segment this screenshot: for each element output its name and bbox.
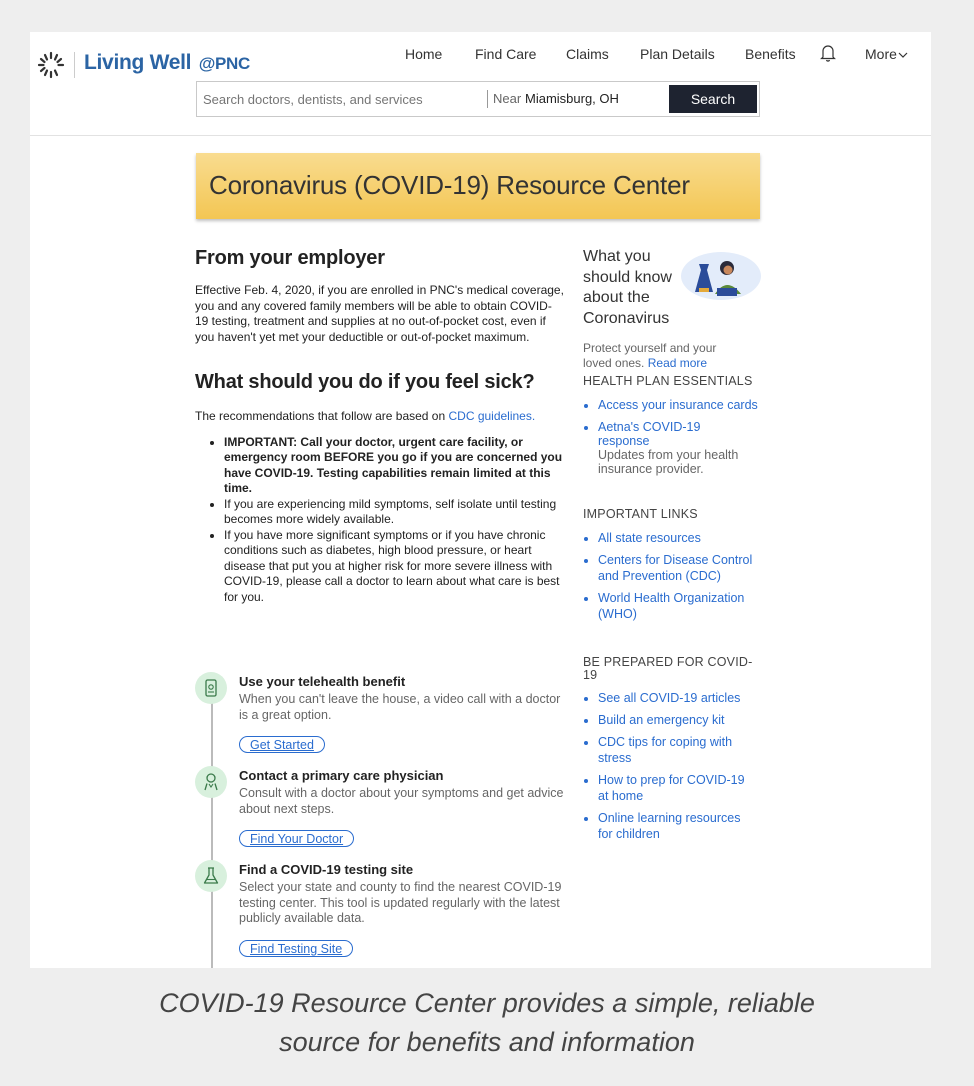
list-item (598, 552, 768, 584)
doctor-icon (195, 766, 227, 798)
page-title: Coronavirus (COVID-19) Resource Center (209, 170, 690, 200)
near-label: Near (493, 91, 522, 106)
sick-heading: What should you do if you feel sick? (195, 371, 535, 393)
read-more-link[interactable]: Read more (647, 356, 708, 370)
nav-more-label: More (865, 46, 897, 62)
important-links-list (583, 530, 768, 622)
list-item (598, 712, 748, 728)
know-heading: What you should know about the Coronavirus (583, 248, 672, 327)
page-frame (30, 32, 931, 968)
list-item (598, 590, 768, 622)
main-nav (30, 46, 931, 66)
aetna-note: Updates from your health insurance provider. (598, 448, 739, 476)
resource-center-banner (196, 153, 760, 219)
step-circle (195, 672, 227, 704)
flask-icon (195, 860, 227, 892)
know-card (583, 247, 768, 370)
step-circle (195, 860, 227, 892)
list-item (598, 810, 748, 842)
list-item (598, 419, 768, 476)
cdc-link[interactable]: Centers for Disease Control and Prevention (CDC) (598, 553, 753, 583)
chevron-down-icon (898, 52, 908, 59)
main-content (195, 247, 565, 605)
bell-icon[interactable] (820, 44, 836, 62)
step-desc: When you can't leave the house, a video call with a doctor is a great option. (239, 692, 561, 722)
state-resources-link[interactable]: All state resources (598, 531, 701, 545)
step-circle (195, 766, 227, 798)
find-testing-site-button[interactable]: Find Testing Site (239, 940, 353, 957)
recommend-intro: The recommendations that follow are based on (195, 409, 449, 423)
links-heading: IMPORTANT LINKS (583, 507, 698, 521)
list-item (598, 772, 748, 804)
nav-find-care[interactable]: Find Care (475, 46, 537, 62)
logo-text: Living Well (84, 51, 192, 74)
employer-text: Effective Feb. 4, 2020, if you are enrolled in PNC's medical coverage, you and any covered family members will be able to obtain COVID-19 testing, treatment and supplies at no out-of-pocket cost, even if you haven't yet met your deductible or out-of-pocket maximum. (195, 283, 564, 344)
search-button[interactable]: Search (669, 85, 757, 113)
caption-line: source for benefits and information (279, 1027, 695, 1057)
location-field[interactable]: Miamisburg, OH (525, 91, 619, 106)
who-link[interactable]: World Health Organization (WHO) (598, 591, 745, 621)
prep-at-home-link[interactable]: How to prep for COVID-19 at home (598, 773, 745, 803)
phone-icon (195, 672, 227, 704)
prepared-heading: BE PREPARED FOR COVID-19 (583, 655, 753, 682)
know-text (583, 341, 743, 371)
search-input[interactable] (197, 82, 482, 116)
sidebar (583, 247, 768, 842)
person-with-laptop-icon (677, 250, 761, 306)
step-desc: Select your state and county to find the nearest COVID-19 testing center. This tool is updated regularly with the latest publicly available data. (239, 880, 562, 925)
nav-more[interactable] (865, 46, 908, 62)
list-item (598, 690, 748, 706)
search-bar (196, 81, 760, 117)
list-item (598, 530, 768, 546)
site-header (30, 32, 931, 136)
logo-suffix: @PNC (198, 54, 250, 73)
get-started-button[interactable]: Get Started (239, 736, 325, 753)
steps-connector (211, 692, 213, 968)
list-item: • IMPORTANT: Call your doctor, urgent care facility, or emergency room BEFORE you go if you are concerned you have COVID-19. Testing capabilities remain limited at this time. (224, 435, 565, 497)
list-item: • If you are experiencing mild symptoms, self isolate until testing becomes more widely available. (224, 497, 565, 528)
nav-home[interactable]: Home (405, 46, 443, 62)
nav-benefits[interactable]: Benefits (745, 46, 796, 62)
coping-stress-link[interactable]: CDC tips for coping with stress (598, 735, 733, 765)
list-item (598, 734, 748, 766)
emergency-kit-link[interactable]: Build an emergency kit (598, 713, 725, 727)
list-item: • If you have more significant symptoms or if you have chronic conditions such as diabetes, high blood pressure, or heart disease that put you at higher risk for more severe illness with COVID-19, please call a doctor to learn about what care is best for you. (224, 528, 565, 606)
nav-claims[interactable]: Claims (566, 46, 609, 62)
list-item (598, 397, 768, 413)
care-steps (195, 672, 575, 968)
step-title: Use your telehealth benefit (239, 674, 406, 689)
know-text-body: Protect yourself and your loved ones. (583, 341, 717, 370)
employer-heading: From your employer (195, 247, 385, 269)
find-your-doctor-button[interactable]: Find Your Doctor (239, 830, 354, 847)
cdc-guidelines-link[interactable]: CDC guidelines. (448, 409, 536, 423)
recommendation-list (195, 435, 565, 606)
aetna-response-link[interactable]: • Aetna's COVID-19 response (598, 420, 701, 448)
prepared-list (583, 690, 748, 842)
nav-plan-details[interactable]: Plan Details (640, 46, 715, 62)
covid-articles-link[interactable]: See all COVID-19 articles (598, 691, 741, 705)
caption-line: COVID-19 Resource Center provides a simple, reliable (159, 988, 815, 1018)
step-title: Find a COVID-19 testing site (239, 862, 414, 877)
essentials-list (583, 397, 768, 476)
image-caption (0, 984, 974, 1062)
insurance-cards-link[interactable]: Access your insurance cards (598, 398, 758, 412)
step-title: Contact a primary care physician (239, 768, 444, 783)
search-divider (487, 90, 488, 108)
essentials-heading: HEALTH PLAN ESSENTIALS (583, 374, 753, 388)
step-desc: Consult with a doctor about your symptoms and get advice about next steps. (239, 786, 564, 816)
recommend-text (195, 409, 565, 425)
learning-resources-link[interactable]: Online learning resources for children (598, 811, 741, 841)
